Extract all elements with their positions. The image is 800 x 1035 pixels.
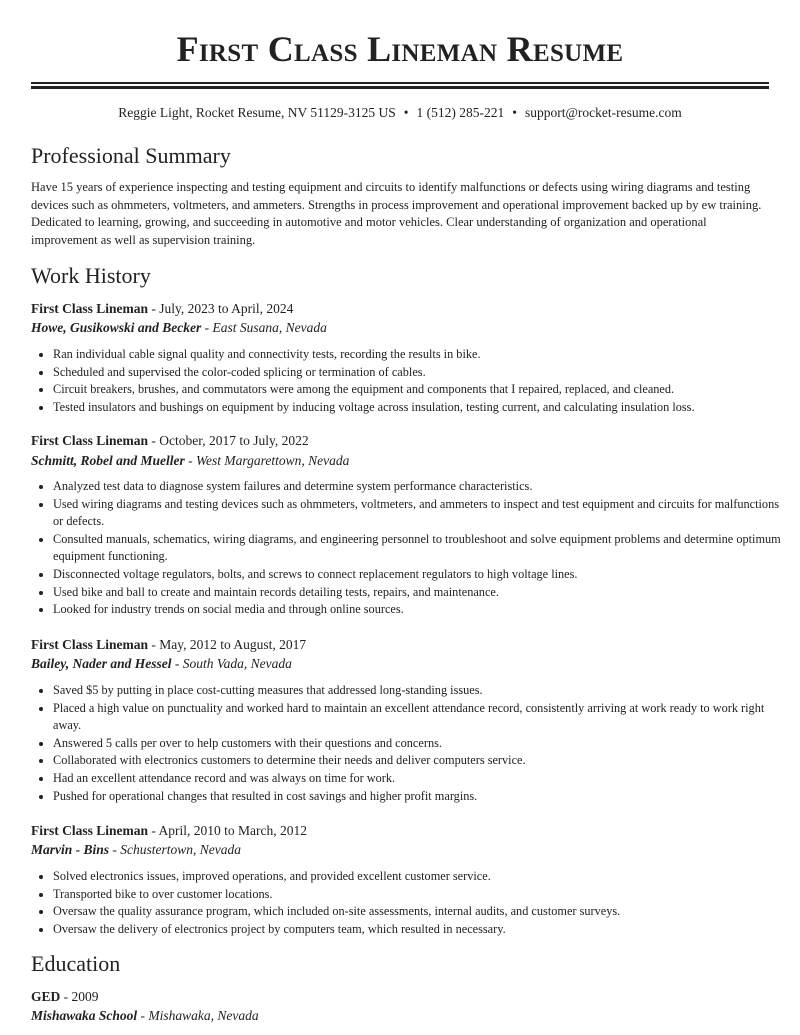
job-title: First Class Lineman (31, 823, 149, 838)
job-company-line: Bailey, Nader and Hessel - South Vada, Nevada (31, 656, 292, 671)
job-location: Schustertown, Nevada (120, 842, 242, 857)
list-item: • Analyzed test data to diagnose system failures and determine system performance characteristics. (53, 478, 791, 496)
job-location: East Susana, Nevada (212, 320, 327, 335)
job-title: First Class Lineman (31, 637, 149, 652)
job-company-line: Howe, Gusikowski and Becker - East Susana, Nevada (31, 320, 327, 335)
education-header: GED - 2009 (31, 989, 99, 1004)
resume-page (31, 0, 781, 1023)
list-item: • Pushed for operational changes that resulted in cost savings and higher profit margins. (53, 788, 791, 806)
summary-heading: Professional Summary (31, 143, 231, 168)
contact-phone: 1 (512) 285-221 (416, 105, 505, 120)
job-location: West Margarettown, Nevada (196, 453, 350, 468)
list-item: • Used bike and ball to create and maintain records detailing tests, repairs, and maintenance. (53, 584, 791, 602)
contact-address: Reggie Light, Rocket Resume, NV 51129-3125 US (118, 105, 396, 120)
job-title: First Class Lineman (31, 433, 149, 448)
list-item: • Solved electronics issues, improved operations, and provided excellent customer service. (53, 868, 791, 886)
list-item: • Ran individual cable signal quality and connectivity tests, recording the results in bike. (53, 346, 791, 364)
resume-title: First Class Lineman Resume (176, 29, 624, 69)
job-company: Bailey, Nader and Hessel (31, 656, 172, 671)
job-title: First Class Lineman (31, 301, 149, 316)
list-item: • Consulted manuals, schematics, wiring diagrams, and engineering personnel to troubleshoot and solve equipment problems and determine optimum equipment functioning. (53, 531, 791, 566)
list-item: • Transported bike to over customer locations. (53, 886, 791, 904)
job-bullets (31, 868, 791, 938)
contact-email[interactable]: support@rocket-resume.com (524, 105, 682, 120)
list-item: • Placed a high value on punctuality and worked hard to maintain an excellent attendance record, consistently arriving at work ready to work right away. (53, 700, 791, 735)
contact-line (31, 104, 769, 122)
job-company-line: Marvin - Bins - Schustertown, Nevada (31, 842, 242, 857)
list-item: • Used wiring diagrams and testing devices such as ohmmeters, voltmeters, and ammeters to inspect and test equipment and circuits for malfunctions or defects. (53, 496, 791, 531)
job-bullets (31, 682, 791, 805)
job-header: First Class Lineman - July, 2023 to April, 2024 (31, 301, 294, 316)
education-heading: Education (31, 951, 121, 976)
education-school: Mishawaka School (31, 1008, 138, 1023)
title-divider-thick (31, 86, 769, 89)
job-header: First Class Lineman - October, 2017 to July, 2022 (31, 433, 309, 448)
job-location: South Vada, Nevada (182, 656, 292, 671)
job-dates: July, 2023 to April, 2024 (159, 301, 294, 316)
work-history-heading: Work History (31, 263, 151, 288)
list-item: • Oversaw the delivery of electronics project by computers team, which resulted in necessary. (53, 921, 791, 939)
job-company: Marvin - Bins (31, 842, 110, 857)
job-bullets (31, 478, 791, 619)
education-location: Mishawaka, Nevada (148, 1008, 259, 1023)
job-dates: April, 2010 to March, 2012 (158, 823, 308, 838)
list-item: • Collaborated with electronics customers to determine their needs and deliver computers service. (53, 752, 791, 770)
list-item: • Answered 5 calls per over to help customers with their questions and concerns. (53, 735, 791, 753)
list-item: • Saved $5 by putting in place cost-cutting measures that addressed long-standing issues. (53, 682, 791, 700)
list-item: • Disconnected voltage regulators, bolts, and screws to connect replacement regulators to high voltage lines. (53, 566, 791, 584)
list-item: • Scheduled and supervised the color-coded splicing or termination of cables. (53, 364, 791, 382)
education-school-line: Mishawaka School - Mishawaka, Nevada (31, 1008, 259, 1023)
job-dates: May, 2012 to August, 2017 (159, 637, 307, 652)
job-header: First Class Lineman - May, 2012 to August, 2017 (31, 637, 307, 652)
contact-separator: • (512, 105, 517, 120)
list-item: • Circuit breakers, brushes, and commutators were among the equipment and components that I repaired, replaced, and cleaned. (53, 381, 791, 399)
summary-text: Have 15 years of experience inspecting and testing equipment and circuits to identify malfunctions or defects using wiring diagrams and testing devices such as ohmmeters, voltmeters, and ammeters. Strengths in process improvement and operational improvement backed up by ew training. Dedicated to learning, growing, and succeeding in automotive and motor vehicles. Clear understanding of organization and operational improvement as well as supervision training. (31, 180, 762, 248)
job-dates: October, 2017 to July, 2022 (159, 433, 309, 448)
job-company-line: Schmitt, Robel and Mueller - West Margarettown, Nevada (31, 453, 350, 468)
education-degree: GED (31, 989, 61, 1004)
list-item: • Tested insulators and bushings on equipment by inducing voltage across insulation, testing current, and calculating insulation loss. (53, 399, 791, 417)
list-item: • Oversaw the quality assurance program, which included on-site assessments, internal audits, and customer surveys. (53, 903, 791, 921)
list-item: • Looked for industry trends on social media and through online sources. (53, 601, 791, 619)
job-bullets (31, 346, 791, 416)
job-company: Howe, Gusikowski and Becker (31, 320, 202, 335)
education-year: 2009 (71, 989, 99, 1004)
job-company: Schmitt, Robel and Mueller (31, 453, 185, 468)
list-item: • Had an excellent attendance record and was always on time for work. (53, 770, 791, 788)
contact-separator: • (403, 105, 409, 120)
job-header: First Class Lineman - April, 2010 to March, 2012 (31, 823, 308, 838)
title-divider-thin (31, 82, 769, 84)
